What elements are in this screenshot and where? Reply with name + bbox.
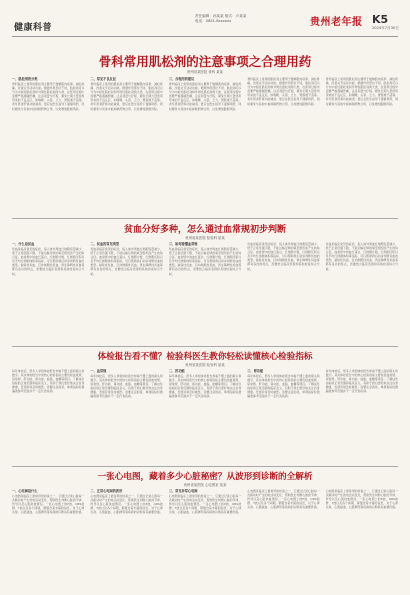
text-column: [12, 489, 84, 590]
article-subhead: 二、肝功能: [168, 369, 185, 373]
text-column: [169, 369, 241, 462]
article-subhead: 二、正常心电图的波形: [90, 489, 123, 493]
article-body: 每年体检后，很多人拿到体检报告却看不懂上面的箭头和数字。其实体检报告中的核心检验指标主要包括血常规、尿常规、肝功能、肾功能、血脂、血糖等项目。了解这些指标的正常范围和临床意义，有助于我们更好地关注自身健康，发现异常及时就医。需要注意的是，单项指标轻微偏离参考范围并不一定代表疾病。: [90, 374, 163, 399]
article-subhead: 二、贫血的常见类型: [90, 242, 120, 246]
article-checkup-report: [12, 350, 398, 462]
text-column: [247, 242, 319, 342]
article-body: 每年体检后，很多人拿到体检报告却看不懂上面的箭头和数字。其实体检报告中的核心检验指标主要包括血常规、尿常规、肝功能、肾功能、血脂、血糖等项目。了解这些指标的正常范围和临床意义，有助于我们更好地关注自身健康，发现异常及时就医。需要注意的是，单项指标轻微偏离参考范围并不一定代表疾病。: [325, 369, 399, 394]
article-body: 贫血是临床常见的症状，指人体外周血红细胞容量减少，低于正常范围下限，不能运输足够的氧至组织而产生的综合征。血常规中的血红蛋白、红细胞计数、红细胞压积以及平均红细胞体积等指标，可以帮助我们初步判断贫血的类型。缺铁性贫血、巨幼细胞性贫血、再生障碍性贫血等都有各自的特点，需要结合临床表现和其他检查综合分析。: [90, 247, 163, 276]
article-body: 每年体检后，很多人拿到体检报告却看不懂上面的箭头和数字。其实体检报告中的核心检验指标主要包括血常规、尿常规、肝功能、肾功能、血脂、血糖等项目。了解这些指标的正常范围和临床意义，有助于我们更好地关注自身健康，发现异常及时就医。需要注意的是，单项指标轻微偏离参考范围并不一定代表疾病。: [247, 374, 320, 399]
text-column: [90, 489, 162, 590]
text-column: [169, 77, 241, 214]
article-divider: [12, 466, 398, 467]
text-column: [12, 77, 84, 214]
article-subhead: 二、常见不良反应: [90, 77, 116, 81]
article-subhead: 一、心电图是什么: [12, 489, 38, 493]
article-body: 骨科临床上常用的肌松剂主要用于缓解肌肉痉挛、减轻疼痛、改善关节活动功能。根据作用部位不同，肌松剂可以分为中枢性肌松剂和外周性肌松剂两大类，在使用过程中需要严格遵循医嘱，注意剂量与疗程，避免长期大量使用带来的不良反应，如嗜睡、头晕、乏力、胃肠道不适等。老年患者肝肾功能减退，更应在医生指导下谨慎用药，同时避免与其他中枢抑制药物合用，以免增加跌倒风险。: [12, 82, 85, 111]
page-number: K5: [372, 13, 389, 26]
text-column: [12, 369, 84, 462]
article-body: 心电图是临床上最常用的检查之一，它通过记录心脏每一次跳动时产生的电活动变化，帮助医生判断心脏的节律、传导以及心肌供血情况。一张心电图上的P波、QRS波群、T波以及各个间期，都蕴含着丰富的信息，对于心律失常、心肌缺血、心肌梗死等疾病的诊断具有重要价值。: [168, 494, 242, 515]
article-body: 贫血是临床常见的症状，指人体外周血红细胞容量减少，低于正常范围下限，不能运输足够的氧至组织而产生的综合征。血常规中的血红蛋白、红细胞计数、红细胞压积以及平均红细胞体积等指标，可以帮助我们初步判断贫血的类型。缺铁性贫血、巨幼细胞性贫血、再生障碍性贫血等都有各自的特点，需要结合临床表现和其他检查综合分析。: [12, 247, 85, 276]
article-body: 每年体检后，很多人拿到体检报告却看不懂上面的箭头和数字。其实体检报告中的核心检验指标主要包括血常规、尿常规、肝功能、肾功能、血脂、血糖等项目。了解这些指标的正常范围和临床意义，有助于我们更好地关注自身健康，发现异常及时就医。需要注意的是，单项指标轻微偏离参考范围并不一定代表疾病。: [168, 374, 242, 399]
editor-line: 电话：0851-8xxxxxx: [195, 19, 232, 23]
article-columns: [12, 369, 398, 462]
page-header: [12, 6, 398, 42]
article-body: 骨科临床上常用的肌松剂主要用于缓解肌肉痉挛、减轻疼痛、改善关节活动功能。根据作用部位不同，肌松剂可以分为中枢性肌松剂和外周性肌松剂两大类，在使用过程中需要严格遵循医嘱，注意剂量与疗程，避免长期大量使用带来的不良反应，如嗜睡、头晕、乏力、胃肠道不适等。老年患者肝肾功能减退，更应在医生指导下谨慎用药，同时避免与其他中枢抑制药物合用，以免增加跌倒风险。: [168, 82, 242, 111]
article-anemia: [12, 222, 398, 342]
article-body: 心电图是临床上最常用的检查之一，它通过记录心脏每一次跳动时产生的电活动变化，帮助医生判断心脏的节律、传导以及心肌供血情况。一张心电图上的P波、QRS波群、T波以及各个间期，都蕴含着丰富的信息，对于心律失常、心肌缺血、心肌梗死等疾病的诊断具有重要价值。: [90, 494, 163, 515]
text-column: [326, 369, 398, 462]
article-columns: [12, 242, 398, 342]
article-divider: [12, 218, 398, 219]
article-byline: 贵州省某医院 骨科 某某: [186, 70, 224, 74]
article-byline: 贵州省某医院 心电图室 某某: [183, 483, 227, 487]
article-headline: 体检报告看不懂？检验科医生教你轻松读懂核心检验指标: [97, 352, 313, 362]
article-body: 心电图是临床上最常用的检查之一，它通过记录心脏每一次跳动时产生的电活动变化，帮助医生判断心脏的节律、传导以及心肌供血情况。一张心电图上的P波、QRS波群、T波以及各个间期，都蕴含着丰富的信息，对于心律失常、心肌缺血、心肌梗死等疾病的诊断具有重要价值。: [325, 489, 399, 510]
article-subhead: 一、什么是贫血: [12, 242, 35, 246]
text-column: [326, 242, 398, 342]
article-ecg: [12, 470, 398, 590]
article-subhead: 三、如何看懂血常规: [168, 242, 198, 246]
text-column: [247, 77, 319, 214]
article-byline: 贵州省某医院 检验科 某某: [185, 236, 225, 240]
publication-date: 2024年7月30日: [372, 26, 399, 30]
header-rule: [12, 36, 398, 37]
text-column: [326, 77, 398, 214]
article-body: 骨科临床上常用的肌松剂主要用于缓解肌肉痉挛、减轻疼痛、改善关节活动功能。根据作用部位不同，肌松剂可以分为中枢性肌松剂和外周性肌松剂两大类，在使用过程中需要严格遵循医嘱，注意剂量与疗程，避免长期大量使用带来的不良反应，如嗜睡、头晕、乏力、胃肠道不适等。老年患者肝肾功能减退，更应在医生指导下谨慎用药，同时避免与其他中枢抑制药物合用，以免增加跌倒风险。: [247, 77, 320, 106]
text-column: [169, 489, 241, 590]
article-headline: 一张心电图，藏着多少心脏秘密？从波形到诊断的全解析: [97, 472, 313, 482]
article-subhead: 三、肾功能: [247, 369, 264, 373]
article-body: 骨科临床上常用的肌松剂主要用于缓解肌肉痉挛、减轻疼痛、改善关节活动功能。根据作用部位不同，肌松剂可以分为中枢性肌松剂和外周性肌松剂两大类，在使用过程中需要严格遵循医嘱，注意剂量与疗程，避免长期大量使用带来的不良反应，如嗜睡、头晕、乏力、胃肠道不适等。老年患者肝肾功能减退，更应在医生指导下谨慎用药，同时避免与其他中枢抑制药物合用，以免增加跌倒风险。: [90, 82, 163, 111]
article-columns: [12, 489, 398, 590]
article-headline: 骨科常用肌松剂的注意事项之合理用药: [98, 54, 312, 69]
article-subhead: 三、合理用药建议: [168, 77, 195, 81]
article-subhead: 一、血常规: [90, 369, 107, 373]
article-muscle-relaxants: [12, 52, 398, 214]
section-title: 健康科普: [14, 23, 53, 33]
article-body: 贫血是临床常见的症状，指人体外周血红细胞容量减少，低于正常范围下限，不能运输足够的氧至组织而产生的综合征。血常规中的血红蛋白、红细胞计数、红细胞压积以及平均红细胞体积等指标，可以帮助我们初步判断贫血的类型。缺铁性贫血、巨幼细胞性贫血、再生障碍性贫血等都有各自的特点，需要结合临床表现和其他检查综合分析。: [168, 247, 242, 276]
article-headline: 贫血分好多种，怎么通过血常规初步判断: [123, 225, 286, 235]
article-body: 贫血是临床常见的症状，指人体外周血红细胞容量减少，低于正常范围下限，不能运输足够的氧至组织而产生的综合征。血常规中的血红蛋白、红细胞计数、红细胞压积以及平均红细胞体积等指标，可以帮助我们初步判断贫血的类型。缺铁性贫血、巨幼细胞性贫血、再生障碍性贫血等都有各自的特点，需要结合临床表现和其他检查综合分析。: [247, 242, 320, 271]
article-body: 贫血是临床常见的症状，指人体外周血红细胞容量减少，低于正常范围下限，不能运输足够的氧至组织而产生的综合征。血常规中的血红蛋白、红细胞计数、红细胞压积以及平均红细胞体积等指标，可以帮助我们初步判断贫血的类型。缺铁性贫血、巨幼细胞性贫血、再生障碍性贫血等都有各自的特点，需要结合临床表现和其他检查综合分析。: [325, 242, 399, 271]
article-columns: [12, 77, 398, 214]
text-column: [247, 489, 319, 590]
text-column: [90, 242, 162, 342]
editor-line: 责任编辑：孙某某 版式：卢某某: [195, 14, 247, 18]
article-body: 每年体检后，很多人拿到体检报告却看不懂上面的箭头和数字。其实体检报告中的核心检验指标主要包括血常规、尿常规、肝功能、肾功能、血脂、血糖等项目。了解这些指标的正常范围和临床意义，有助于我们更好地关注自身健康，发现异常及时就医。需要注意的是，单项指标轻微偏离参考范围并不一定代表疾病。: [12, 369, 85, 394]
article-body: 骨科临床上常用的肌松剂主要用于缓解肌肉痉挛、减轻疼痛、改善关节活动功能。根据作用部位不同，肌松剂可以分为中枢性肌松剂和外周性肌松剂两大类，在使用过程中需要严格遵循医嘱，注意剂量与疗程，避免长期大量使用带来的不良反应，如嗜睡、头晕、乏力、胃肠道不适等。老年患者肝肾功能减退，更应在医生指导下谨慎用药，同时避免与其他中枢抑制药物合用，以免增加跌倒风险。: [325, 77, 399, 106]
text-column: [326, 489, 398, 590]
article-subhead: 一、肌松剂的分类: [12, 77, 38, 81]
article-body: 心电图是临床上最常用的检查之一，它通过记录心脏每一次跳动时产生的电活动变化，帮助医生判断心脏的节律、传导以及心肌供血情况。一张心电图上的P波、QRS波群、T波以及各个间期，都蕴含着丰富的信息，对于心律失常、心肌缺血、心肌梗死等疾病的诊断具有重要价值。: [12, 494, 85, 515]
text-column: [247, 369, 319, 462]
article-divider: [12, 346, 398, 347]
text-column: [12, 242, 84, 342]
text-column: [169, 242, 241, 342]
article-subhead: 三、常见异常心电图: [168, 489, 198, 493]
text-column: [90, 369, 162, 462]
text-column: [90, 77, 162, 214]
article-byline: 贵州省某医院 检验科 某某: [185, 363, 225, 367]
article-body: 心电图是临床上最常用的检查之一，它通过记录心脏每一次跳动时产生的电活动变化，帮助医生判断心脏的节律、传导以及心肌供血情况。一张心电图上的P波、QRS波群、T波以及各个间期，都蕴含着丰富的信息，对于心律失常、心肌缺血、心肌梗死等疾病的诊断具有重要价值。: [247, 489, 320, 510]
editor-credits: [195, 14, 246, 24]
newspaper-masthead: 贵州老年报: [310, 17, 363, 28]
